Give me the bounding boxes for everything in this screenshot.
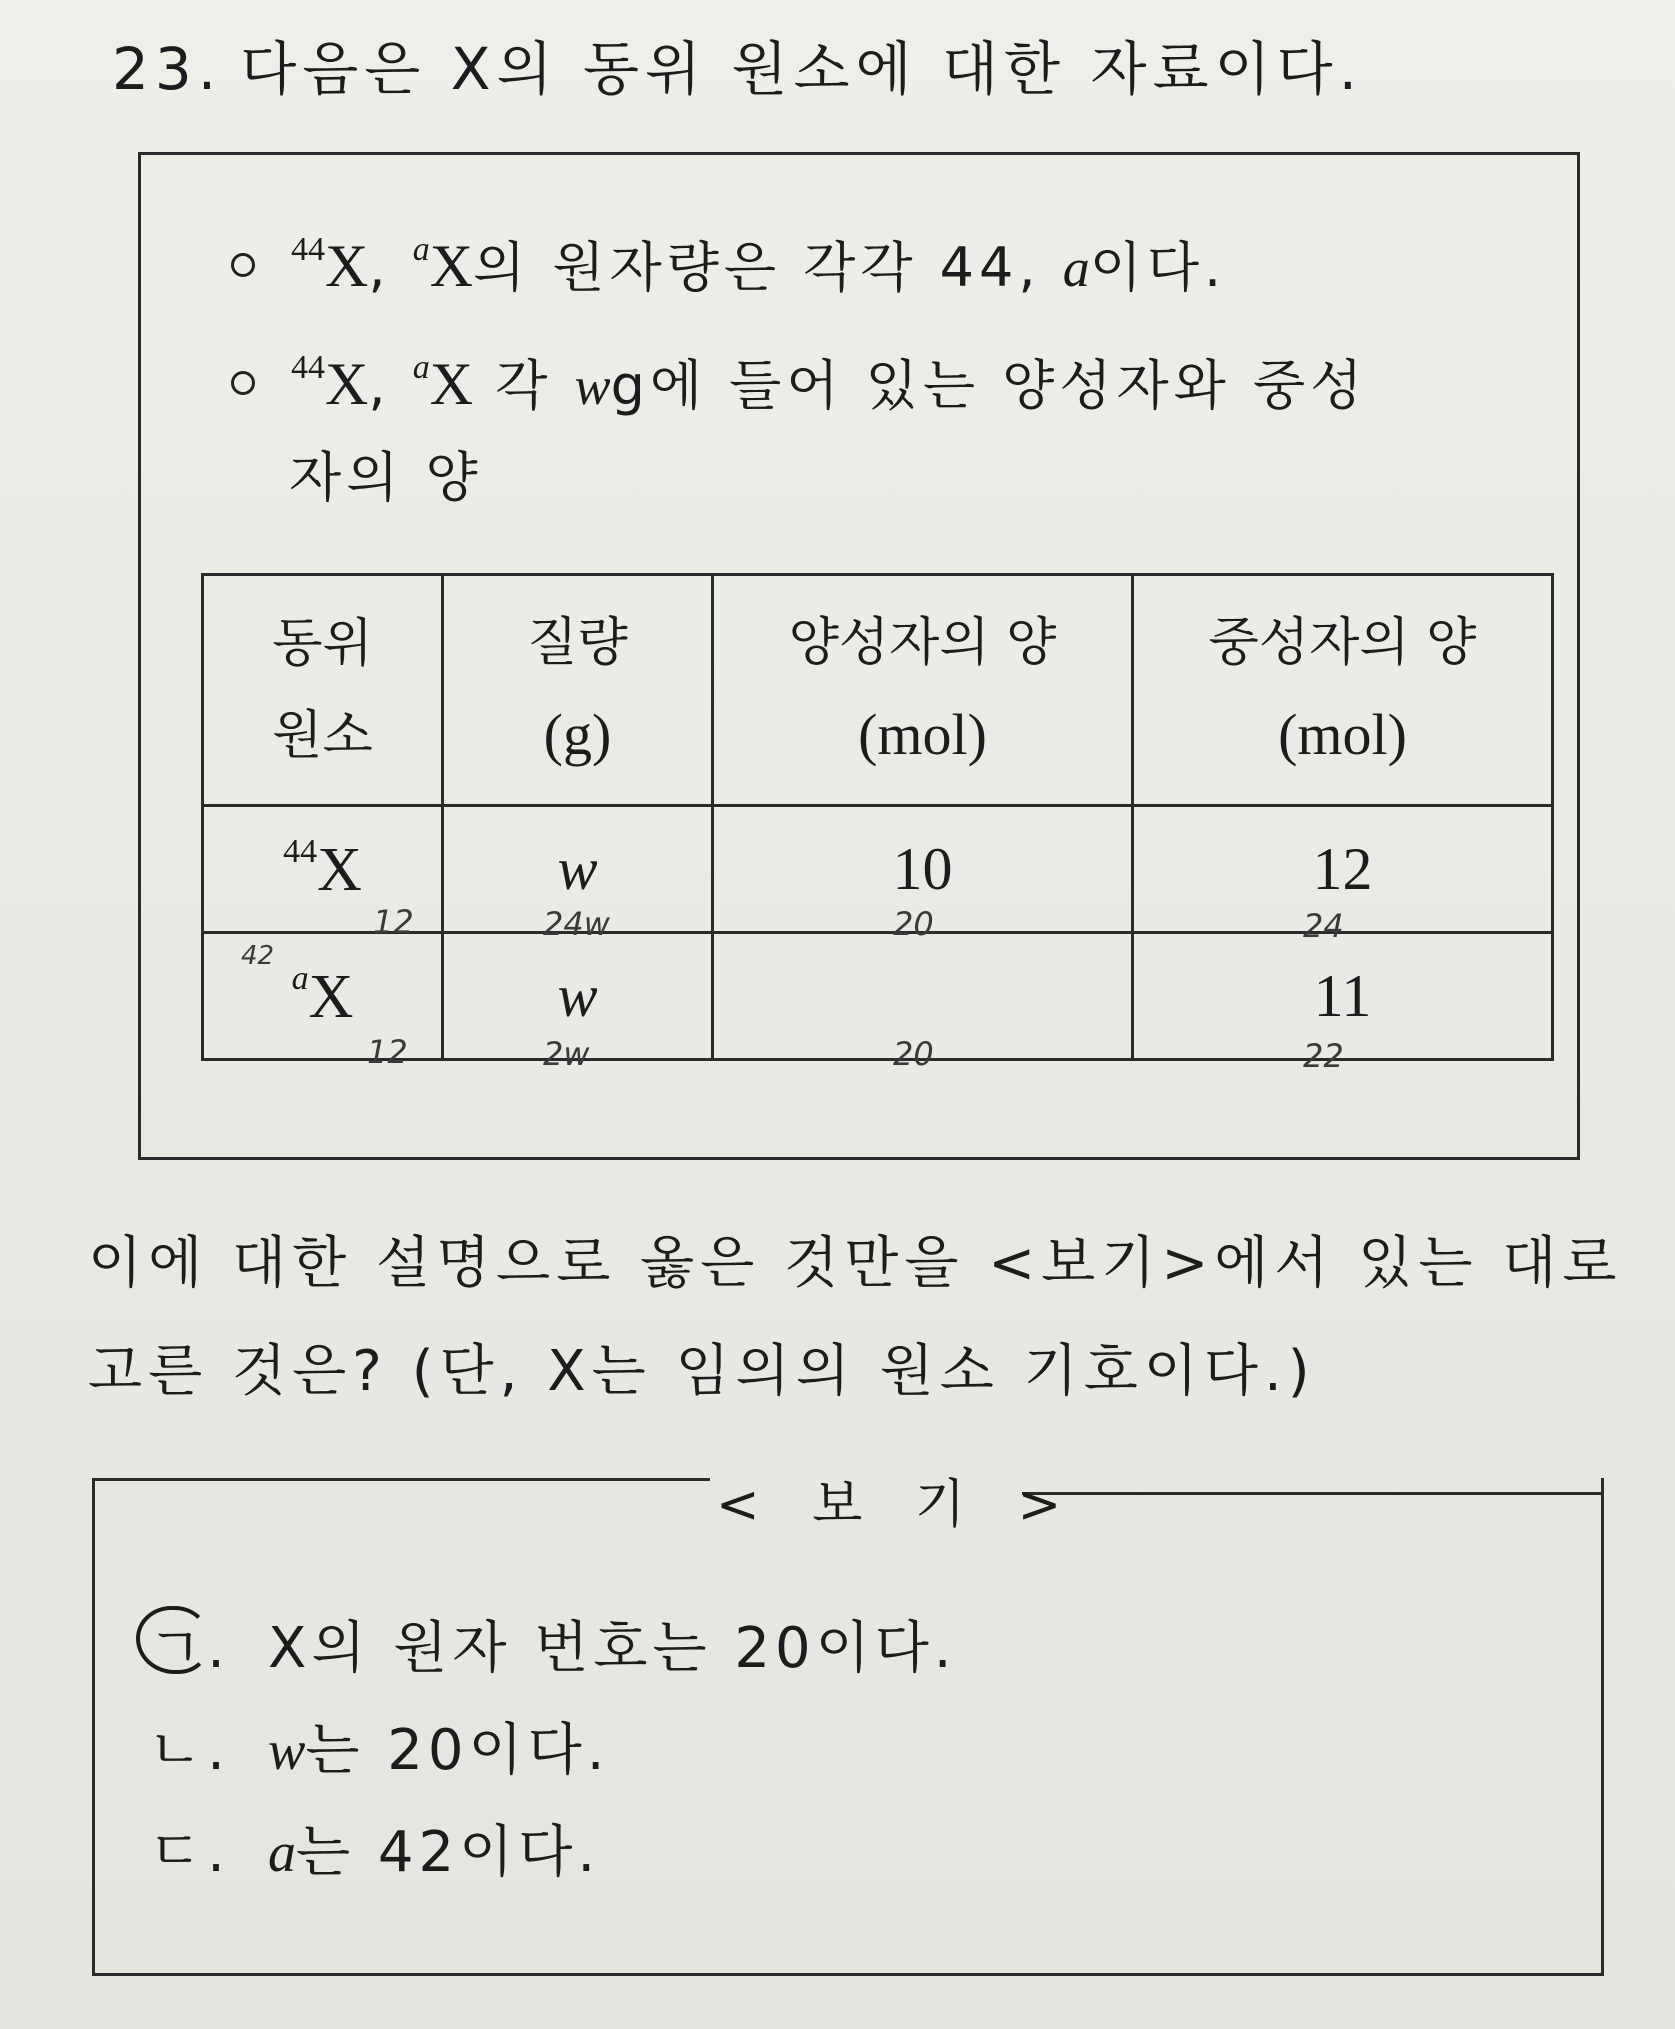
bullet-particles-line2: 자의 양: [289, 446, 483, 509]
header-isotope: 동위 원소: [203, 575, 443, 806]
bullet-text: 의 원자량은 각각 44,: [473, 236, 1063, 299]
bullet-atomic-mass: [231, 225, 1226, 302]
choice-variable: a: [268, 1822, 296, 1884]
mass-number-variable: a: [412, 231, 430, 268]
handwritten-note: 12: [373, 903, 414, 941]
handwritten-note: 12: [367, 1033, 408, 1071]
cell-protons: 10: [713, 806, 1133, 933]
mass-number: 44: [291, 231, 325, 268]
element-symbol: X: [325, 351, 369, 417]
separator: ,: [368, 354, 413, 417]
cell-isotope: $^a$X: [203, 933, 443, 1060]
table-header-row: [203, 575, 1553, 806]
choice-label: ㄱ.: [148, 1616, 230, 1681]
header-protons: 양성자의 양 (mol): [713, 575, 1133, 806]
choice-text: 는 20이다.: [305, 1718, 610, 1783]
data-box: [138, 152, 1580, 1160]
bullet-text-end: 이다.: [1089, 236, 1227, 299]
variable-a: a: [1062, 238, 1090, 298]
choice-label: ㄷ.: [148, 1820, 230, 1885]
choice-text: X의 원자 번호는 20이다.: [268, 1616, 957, 1681]
prompt-line-1: 이에 대한 설명으로 옳은 것만을 <보기>에서 있는 대로: [88, 1231, 1623, 1296]
cell-mass: w: [443, 933, 713, 1060]
prompt-line-2: 고른 것은? (단, X는 임의의 원소 기호이다.): [88, 1339, 1316, 1404]
bullet-particles: [231, 343, 1367, 420]
cell-isotope: $^{44}$X: [203, 806, 443, 933]
variable-w: w: [574, 356, 611, 416]
bullet-circle-icon: [231, 253, 255, 277]
bullet-circle-icon: [231, 371, 255, 395]
handwritten-note: 42: [241, 941, 275, 971]
bullet-text: 각: [473, 354, 575, 417]
cell-neutrons: 12: [1133, 806, 1553, 933]
handwritten-note: 20: [893, 1035, 934, 1073]
element-symbol: X: [429, 351, 474, 417]
header-neutrons: 중성자의 양 (mol): [1133, 575, 1553, 806]
isotope-table: [201, 573, 1554, 1061]
mass-number: 44: [291, 349, 325, 386]
cell-neutrons: 11: [1133, 933, 1553, 1060]
cell-mass: w: [443, 806, 713, 933]
choice-label: ㄴ.: [148, 1718, 230, 1783]
element-symbol: X: [325, 233, 369, 299]
handwritten-note: 22: [1303, 1037, 1344, 1075]
question-title: [112, 22, 1363, 106]
choice-item[interactable]: [148, 1604, 957, 1684]
header-mass: 질량 (g): [443, 575, 713, 806]
mass-number-variable: a: [412, 349, 430, 386]
choice-item[interactable]: [148, 1808, 600, 1888]
bogi-title: < 보 기 >: [716, 1475, 1080, 1535]
bullet-text-2: g에 들어 있는 양성자와 중성: [610, 354, 1368, 417]
handwritten-note: 24w: [543, 905, 610, 943]
choice-item[interactable]: [148, 1706, 610, 1786]
question-text: 다음은 X의 동위 원소에 대한 자료이다.: [240, 35, 1364, 103]
choice-variable: w: [268, 1720, 306, 1782]
question-number: 23.: [112, 35, 223, 103]
handwritten-note: 2w: [543, 1035, 590, 1073]
element-symbol: X: [429, 233, 474, 299]
question-prompt: [88, 1210, 1628, 1426]
choice-text: 는 42이다.: [296, 1820, 601, 1885]
handwritten-note: 24: [1303, 907, 1344, 945]
separator: ,: [368, 236, 413, 299]
handwritten-note: 20: [893, 905, 934, 943]
